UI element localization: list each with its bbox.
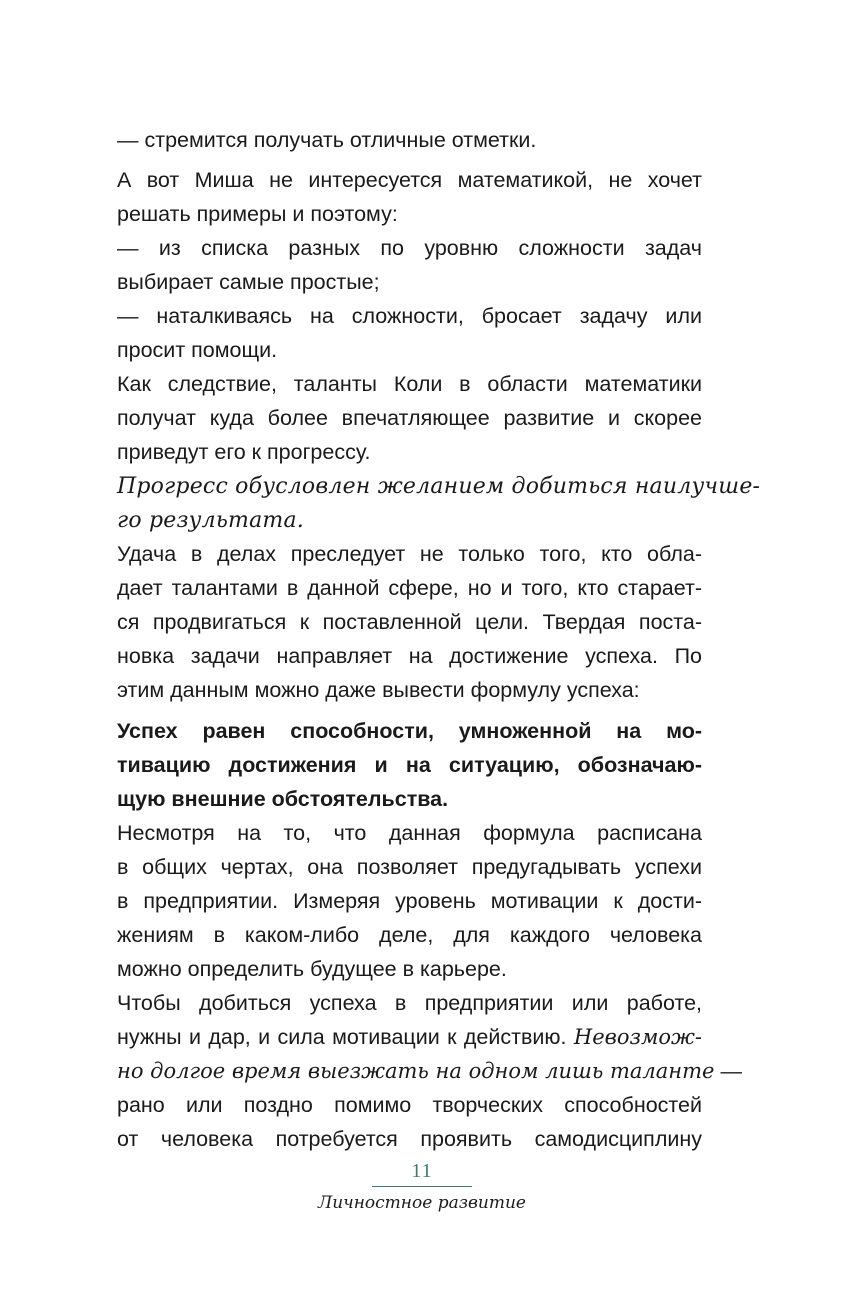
text-line-content: просит помощи. [117, 338, 278, 362]
text-line-content: — из списка разных по уровню сложности задач [117, 236, 702, 260]
text-line-content: приведут его к прогрессу. [117, 440, 371, 464]
text-line-content: но долгое время выезжать на одном лишь таланте [117, 1059, 715, 1083]
text-line [117, 817, 702, 851]
text-line [117, 674, 702, 708]
text-line [117, 1089, 702, 1123]
text-line [117, 987, 702, 1021]
text-line-content: в предприятии. Измеряя уровень мотивации к дости- [117, 889, 702, 913]
text-line-content: рано или поздно помимо творческих способностей [117, 1093, 702, 1117]
text-line [117, 504, 702, 538]
text-line-content: решать примеры и поэтому: [117, 202, 398, 226]
text-line [117, 232, 702, 266]
text-line [117, 334, 702, 368]
text-line [117, 783, 702, 817]
text-line [117, 851, 702, 885]
text-line-content: Удача в делах преследует не только того, кто обла- [117, 542, 702, 566]
text-line-content: жениям в каком-либо деле, для каждого человека [117, 923, 702, 947]
italic-phrase: Невозмож- [573, 1025, 702, 1049]
text-line-content: ся продвигаться к поставленной цели. Твердая поста- [117, 610, 702, 634]
text-line-content: го результата. [117, 508, 304, 533]
text-line-content: — стремится получать отличные отметки. [117, 128, 537, 152]
text-line [117, 606, 702, 640]
text-line-content: выбирает самые простые; [117, 270, 380, 294]
text-line [117, 953, 702, 987]
text-line [117, 1055, 742, 1089]
text-line-content: — наталкиваясь на сложности, бросает задачу или [117, 304, 702, 328]
text-line-content: дает талантами в данной сфере, но и того, кто старает- [117, 576, 702, 600]
text-line [117, 640, 702, 674]
text-line [117, 470, 761, 504]
text-line [117, 1123, 702, 1157]
footer-rule [372, 1186, 472, 1187]
text-line-content: в общих чертах, она позволяет предугадывать успехи [117, 855, 702, 879]
text-line-content: можно определить будущее в карьере. [117, 957, 507, 981]
text-line [117, 368, 702, 402]
text-line-content: Успех равен способности, умноженной на мо- [117, 719, 702, 743]
text-line [117, 300, 702, 334]
text-line [117, 538, 702, 572]
text-line-content: Чтобы добиться успеха в предприятии или работе, [117, 991, 702, 1015]
text-line [117, 164, 702, 198]
text-line [117, 266, 702, 300]
text-line-content: новка задачи направляет на достижение успеха. По [117, 644, 702, 668]
text-line-content: Как следствие, таланты Коли в области математики [117, 372, 702, 396]
text-line-content: щую внешние обстоятельства. [117, 787, 449, 811]
text-line [117, 402, 702, 436]
text-line [117, 436, 702, 470]
text-line [117, 124, 702, 158]
page-number: 11 [411, 1160, 433, 1182]
text-line [117, 572, 702, 606]
text-line-content: Несмотря на то, что данная формула расписана [117, 821, 702, 845]
running-title: Личностное развитие [318, 1193, 526, 1213]
text-line-content: А вот Миша не интересуется математикой, не хочет [117, 168, 702, 192]
text-line-content: этим данным можно даже вывести формулу успеха: [117, 678, 640, 702]
text-line [117, 715, 702, 749]
text-line [117, 885, 702, 919]
text-line [117, 919, 702, 953]
text-line [117, 1021, 702, 1055]
dash: — [714, 1059, 742, 1083]
text-line-content: получат куда более впечатляющее развитие и скорее [117, 406, 702, 430]
text-line-content: нужны и дар, и сила мотивации к действию. [117, 1025, 567, 1049]
text-line-content: от человека потребуется проявить самодисциплину [117, 1127, 702, 1151]
text-line [117, 749, 702, 783]
text-line-content: тивацию достижения и на ситуацию, обозначаю- [117, 753, 702, 777]
text-line-content: Прогресс обусловлен желанием добиться наилучше- [117, 474, 761, 499]
text-line [117, 198, 702, 232]
